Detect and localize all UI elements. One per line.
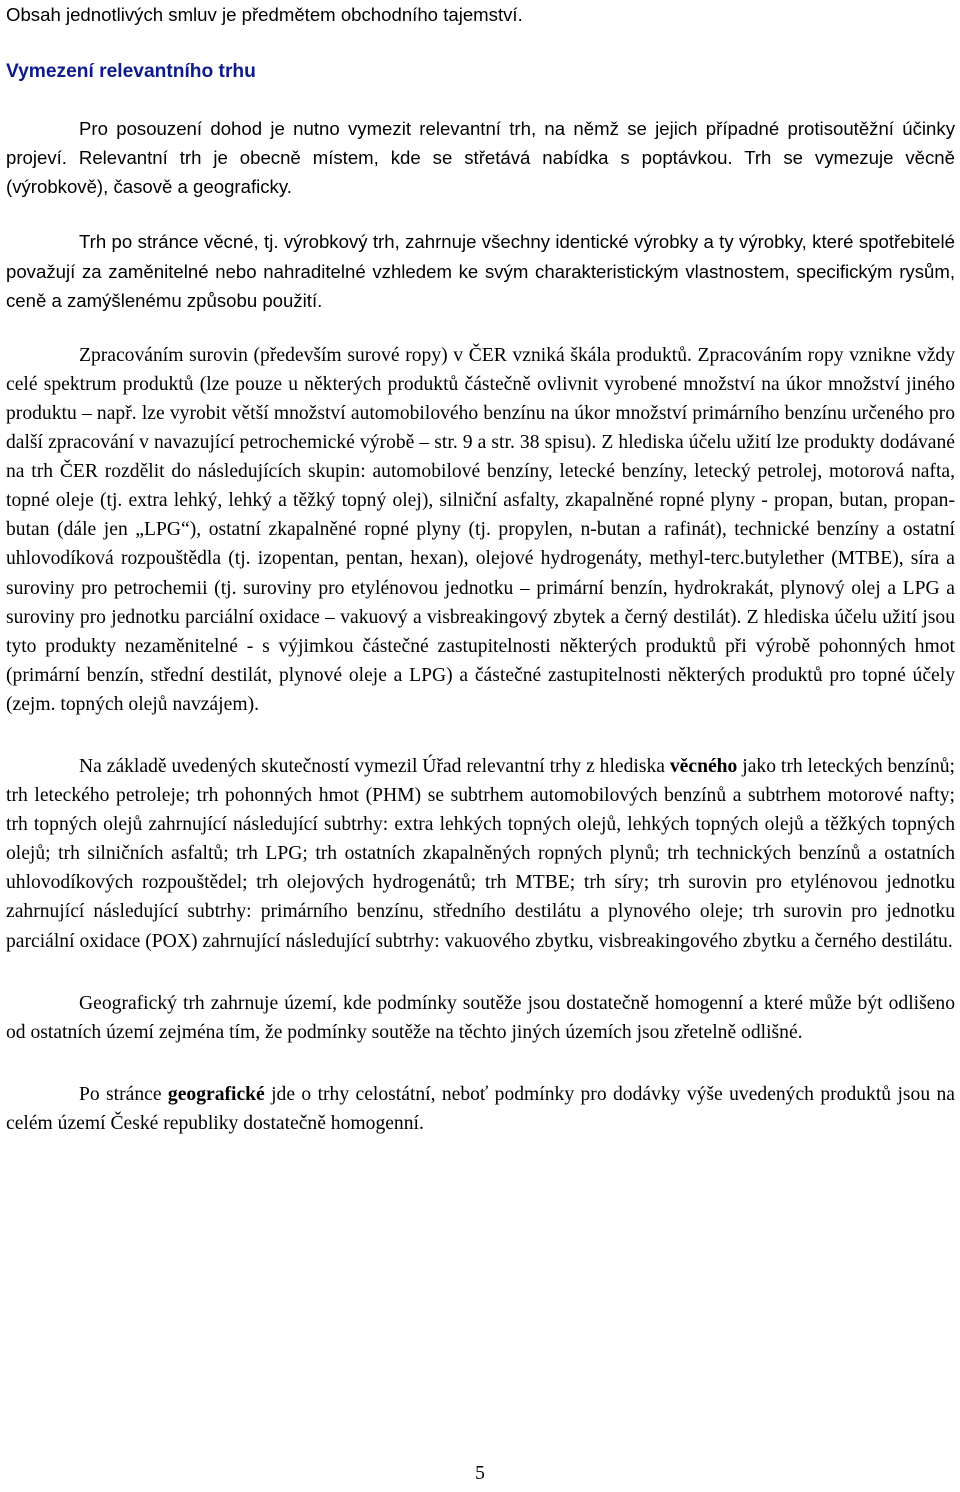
paragraph-text: jde o trhy celostátní, neboť podmínky pro dodávky výše uvedených produktů jsou na celém území České republiky dostatečně homogenní. xyxy=(6,1083,955,1134)
spacer xyxy=(6,29,955,57)
section-heading: Vymezení relevantního trhu xyxy=(6,61,256,83)
emphasis-text: geografické xyxy=(167,1083,265,1105)
paragraph-geographic-market: Geografický trh zahrnuje území, kde podmínky soutěže jsou dostatečně homogenní a které může být odlišeno od ostatních území zejména tím, že podmínky soutěže na těchto jiných územích jsou zřetelně odlišné. xyxy=(6,992,955,1043)
paragraph-text: Po stránce xyxy=(79,1083,168,1105)
paragraph-products: Zpracováním surovin (především surové ropy) v ČER vzniká škála produktů. Zpracováním ropy vznikne vždy celé spektrum produktů (lze pouze u některých produktů částečně ovlivnit vyrobené množství na úkor množství jiného produktu – např. lze vyrobit větší množství automobilového benzínu na úkor množství primárního benzínu určeného pro další zpracování v navazující petrochemické výrobě – str. 9 a str. 38 spisu). Z hlediska účelu užití lze produkty dodávané na trh ČER rozdělit do následujících skupin: automobilové benzíny, letecké benzíny, letecký petrolej, motorová nafta, topné oleje (tj. extra lehký, lehký a těžký topný olej), silniční asfalty, zkapalněné ropné plyny - propan, butan, propan-butan (dále jen „LPG“), ostatní zkapalněné ropné plyny (tj. propylen, n-butan a rafinát), technické benzíny a ostatní uhlovodíková rozpouštědla (tj. izopentan, pentan, hexan), olejové hydrogenáty, methyl-terc.butylether (MTBE), síra a suroviny pro petrochemii (tj. suroviny pro etylénovou jednotku – primární benzín, hydrokrakát, plynový olej a LPG a suroviny pro jednotku parciální oxidace – vakuový a visbreakingový zbytek a černý destilát). Z hlediska účelu užití jsou tyto produkty nezaměnitelné - s výjimkou částečné zastupitelnosti některých produktů při výrobě pohonných hmot (primární benzín, střední destilát, plynové oleje a LPG) a částečné zastupitelnosti některých produktů pro topné účely (zejm. topných olejů navzájem). xyxy=(6,344,955,715)
document-page xyxy=(6,0,955,1138)
spacer xyxy=(6,956,955,989)
spacer xyxy=(6,86,955,114)
paragraph-text: jako trh leteckých benzínů; trh leteckého petroleje; trh pohonných hmot (PHM) se subtrhem automobilových benzínů a subtrhem motorové nafty; trh topných olejů zahrnující následující subtrhy: extra lehkých topných olejů, lehkých topných olejů a těžkých topných olejů; trh silničních asfaltů; trh LPG; trh ostatních zkapalněných ropných plynů; trh technických benzínů a ostatních uhlovodíkových rozpouštědel; trh olejových hydrogenátů; trh MTBE; trh síry; trh surovin pro etylénovou jednotku zahrnující následující subtrhy: primárního benzínu, středního destilátu a plynového oleje; trh surovin pro jednotku parciální oxidace (POX) zahrnující následující subtrhy: vakuového zbytku, visbreakingového zbytku a černého destilátu. xyxy=(6,755,955,952)
page-number: 5 xyxy=(475,1463,485,1484)
spacer xyxy=(6,1047,955,1080)
spacer xyxy=(6,719,955,752)
paragraph-product-market: Trh po stránce věcné, tj. výrobkový trh, zahrnuje všechny identické výrobky a ty výrobky, které spotřebitelé považují za zaměnitelné nebo nahraditelné vzhledem ke svým charakteristickým vlastnostem, specifickým rysům, ceně a zamýšlenému způsobu použití. xyxy=(6,231,955,311)
paragraph-relevant-market: Pro posouzení dohod je nutno vymezit relevantní trh, na němž se jejich případné protisoutěžní účinky projeví. Relevantní trh je obecně místem, kde se střetává nabídka s poptávkou. Trh se vymezuje věcně (výrobkově), časově a geograficky. xyxy=(6,118,955,198)
spacer xyxy=(6,315,955,341)
spacer xyxy=(6,201,955,227)
paragraph-geographic-definition xyxy=(6,1080,955,1138)
intro-text: Obsah jednotlivých smluv je předmětem obchodního tajemství. xyxy=(6,4,523,25)
paragraph-product-markets-defined xyxy=(6,752,955,956)
emphasis-text: věcného xyxy=(669,755,738,777)
paragraph-text: Na základě uvedených skutečností vymezil Úřad relevantní trhy z hlediska xyxy=(79,755,670,777)
